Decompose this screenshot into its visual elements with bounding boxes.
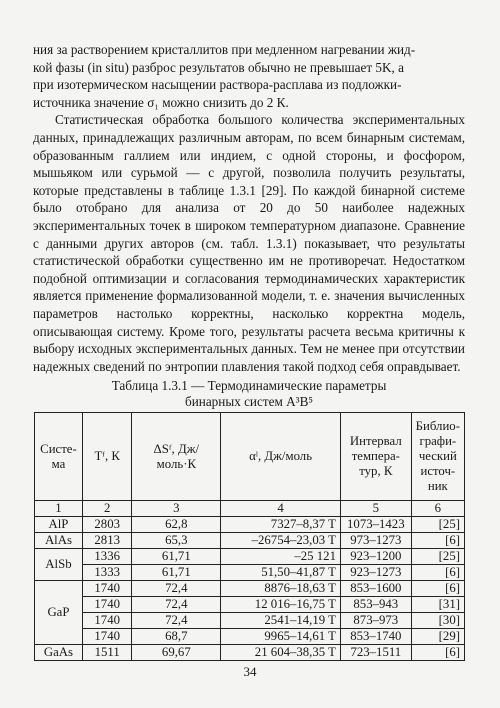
table-cell: 973–1273 [340, 533, 411, 549]
table-cell: 1336 [82, 549, 132, 565]
table-cell: 61,71 [132, 549, 221, 565]
header-system: Систе-ма [35, 413, 83, 501]
column-number: 2 [82, 501, 132, 517]
table-cell: [6] [411, 565, 464, 581]
table-cell: 1333 [82, 565, 132, 581]
table-cell: 72,4 [132, 613, 221, 629]
system-cell: GaP [35, 581, 83, 645]
table-cell: 923–1200 [340, 549, 411, 565]
line-2: кой фазы (in situ) разброс результатов обычно не превышает 5K, а [33, 59, 404, 75]
table-row [35, 549, 465, 565]
table-cell: 2813 [82, 533, 132, 549]
table-cell: 72,4 [132, 597, 221, 613]
table-cell: [25] [411, 517, 464, 533]
table-cell: 853–1600 [340, 581, 411, 597]
line-3: при изотермическом насыщении раствора-расплава из подложки- [33, 77, 402, 93]
caption-line-2: бинарных систем A³B⁵ [185, 394, 313, 409]
table-cell: 1740 [82, 581, 132, 597]
table-cell: 853–1740 [340, 629, 411, 645]
table-cell: 62,8 [132, 517, 221, 533]
table-body [35, 501, 465, 661]
table-row [35, 645, 465, 661]
table-cell: 61,71 [132, 565, 221, 581]
table-row [35, 517, 465, 533]
column-number: 6 [411, 501, 464, 517]
table-cell: 51,50–41,87 T [221, 565, 341, 581]
table-cell: 8876–18,63 T [221, 581, 341, 597]
column-number: 4 [221, 501, 341, 517]
paragraph-2: Статистическая обработка большого количества экспериментальных данных, принадлежащих различным авторам, по всем бинарным системам, образованным галлием или индием, с одной стороны, и фосфором, мышьяком или сурьмой — с другой, позволила получить результаты, которые представлены в таблице 1.3.1 [29]. По каждой бинарной системе было отобрано для анализа от 20 до 50 наиболее надежных экспериментальных точек в широком температурном диапазоне. Сравнение с данными других авторов (см. табл. 1.3.1) показывает, что результаты статистической обработки существенно им не противоречат. Недостатком подобной оптимизации и согласования термодинамических характеристик является применение формализованной модели, т. е. значения вычисленных параметров настолько корректны, насколько корректна модель, описывающая систему. Кроме того, результаты расчета весьма критичны к выбору исходных экспериментальных данных. Тем не менее при отсутствии надежных сведений по энтропии плавления такой подход себя оправдывает. [33, 112, 465, 374]
thermo-table [34, 412, 465, 661]
header-entropy: ΔSᶠ, Дж/моль·К [132, 413, 221, 501]
table-cell: 2803 [82, 517, 132, 533]
system-cell: AlSb [35, 549, 83, 581]
system-cell: GaAs [35, 645, 83, 661]
system-cell: AlAs [35, 533, 83, 549]
table-cell: 723–1511 [340, 645, 411, 661]
table-row [35, 533, 465, 549]
table-cell: 21 604–38,35 T [221, 645, 341, 661]
header-temp-range: Интервал темпера-тур, К [340, 413, 411, 501]
table-cell: 873–973 [340, 613, 411, 629]
table-row [35, 581, 465, 597]
table-cell: 853–943 [340, 597, 411, 613]
table-cell: [31] [411, 597, 464, 613]
header-source: Библио-графи-ческий источ-ник [411, 413, 464, 501]
table-cell: [6] [411, 533, 464, 549]
table-cell: 1740 [82, 613, 132, 629]
paragraph-continuation [33, 41, 465, 111]
table-cell: 1740 [82, 597, 132, 613]
line-1: ния за растворением кристаллитов при медленном нагревании жид- [33, 42, 416, 57]
body-text [33, 41, 465, 375]
column-number: 3 [132, 501, 221, 517]
table-caption [33, 378, 465, 410]
table-cell: –26754–23,03 T [221, 533, 341, 549]
table-cell: 923–1273 [340, 565, 411, 581]
table-cell: 65,3 [132, 533, 221, 549]
table-cell: 69,67 [132, 645, 221, 661]
table-cell: [29] [411, 629, 464, 645]
page-number: 34 [243, 664, 257, 679]
column-number: 5 [340, 501, 411, 517]
table-cell: 9965–14,61 T [221, 629, 341, 645]
caption-line-1: Таблица 1.3.1 — Термодинамические параметры [111, 378, 387, 393]
header-interaction: αˡ, Дж/моль [221, 413, 341, 501]
table-cell: 72,4 [132, 581, 221, 597]
column-number: 1 [35, 501, 83, 517]
table-cell: 1740 [82, 629, 132, 645]
table-cell: 1073–1423 [340, 517, 411, 533]
table-cell: [25] [411, 549, 464, 565]
table-cell: 12 016–16,75 T [221, 597, 341, 613]
system-cell: AlP [35, 517, 83, 533]
table-cell: 68,7 [132, 629, 221, 645]
table-cell: –25 121 [221, 549, 341, 565]
table-cell: 1511 [82, 645, 132, 661]
table-cell: [30] [411, 613, 464, 629]
column-number-row [35, 501, 465, 517]
line-4: источника значение σ₁ можно снизить до 2 К. [33, 94, 289, 110]
table-cell: [6] [411, 645, 464, 661]
table-row [35, 613, 465, 629]
table-cell: 7327–8,37 T [221, 517, 341, 533]
header-melting-temp: Tᶠ, К [82, 413, 132, 501]
table-row [35, 629, 465, 645]
table-cell: [6] [411, 581, 464, 597]
table-row [35, 597, 465, 613]
header-row [35, 413, 465, 501]
table-cell: 2541–14,19 T [221, 613, 341, 629]
table-row [35, 565, 465, 581]
